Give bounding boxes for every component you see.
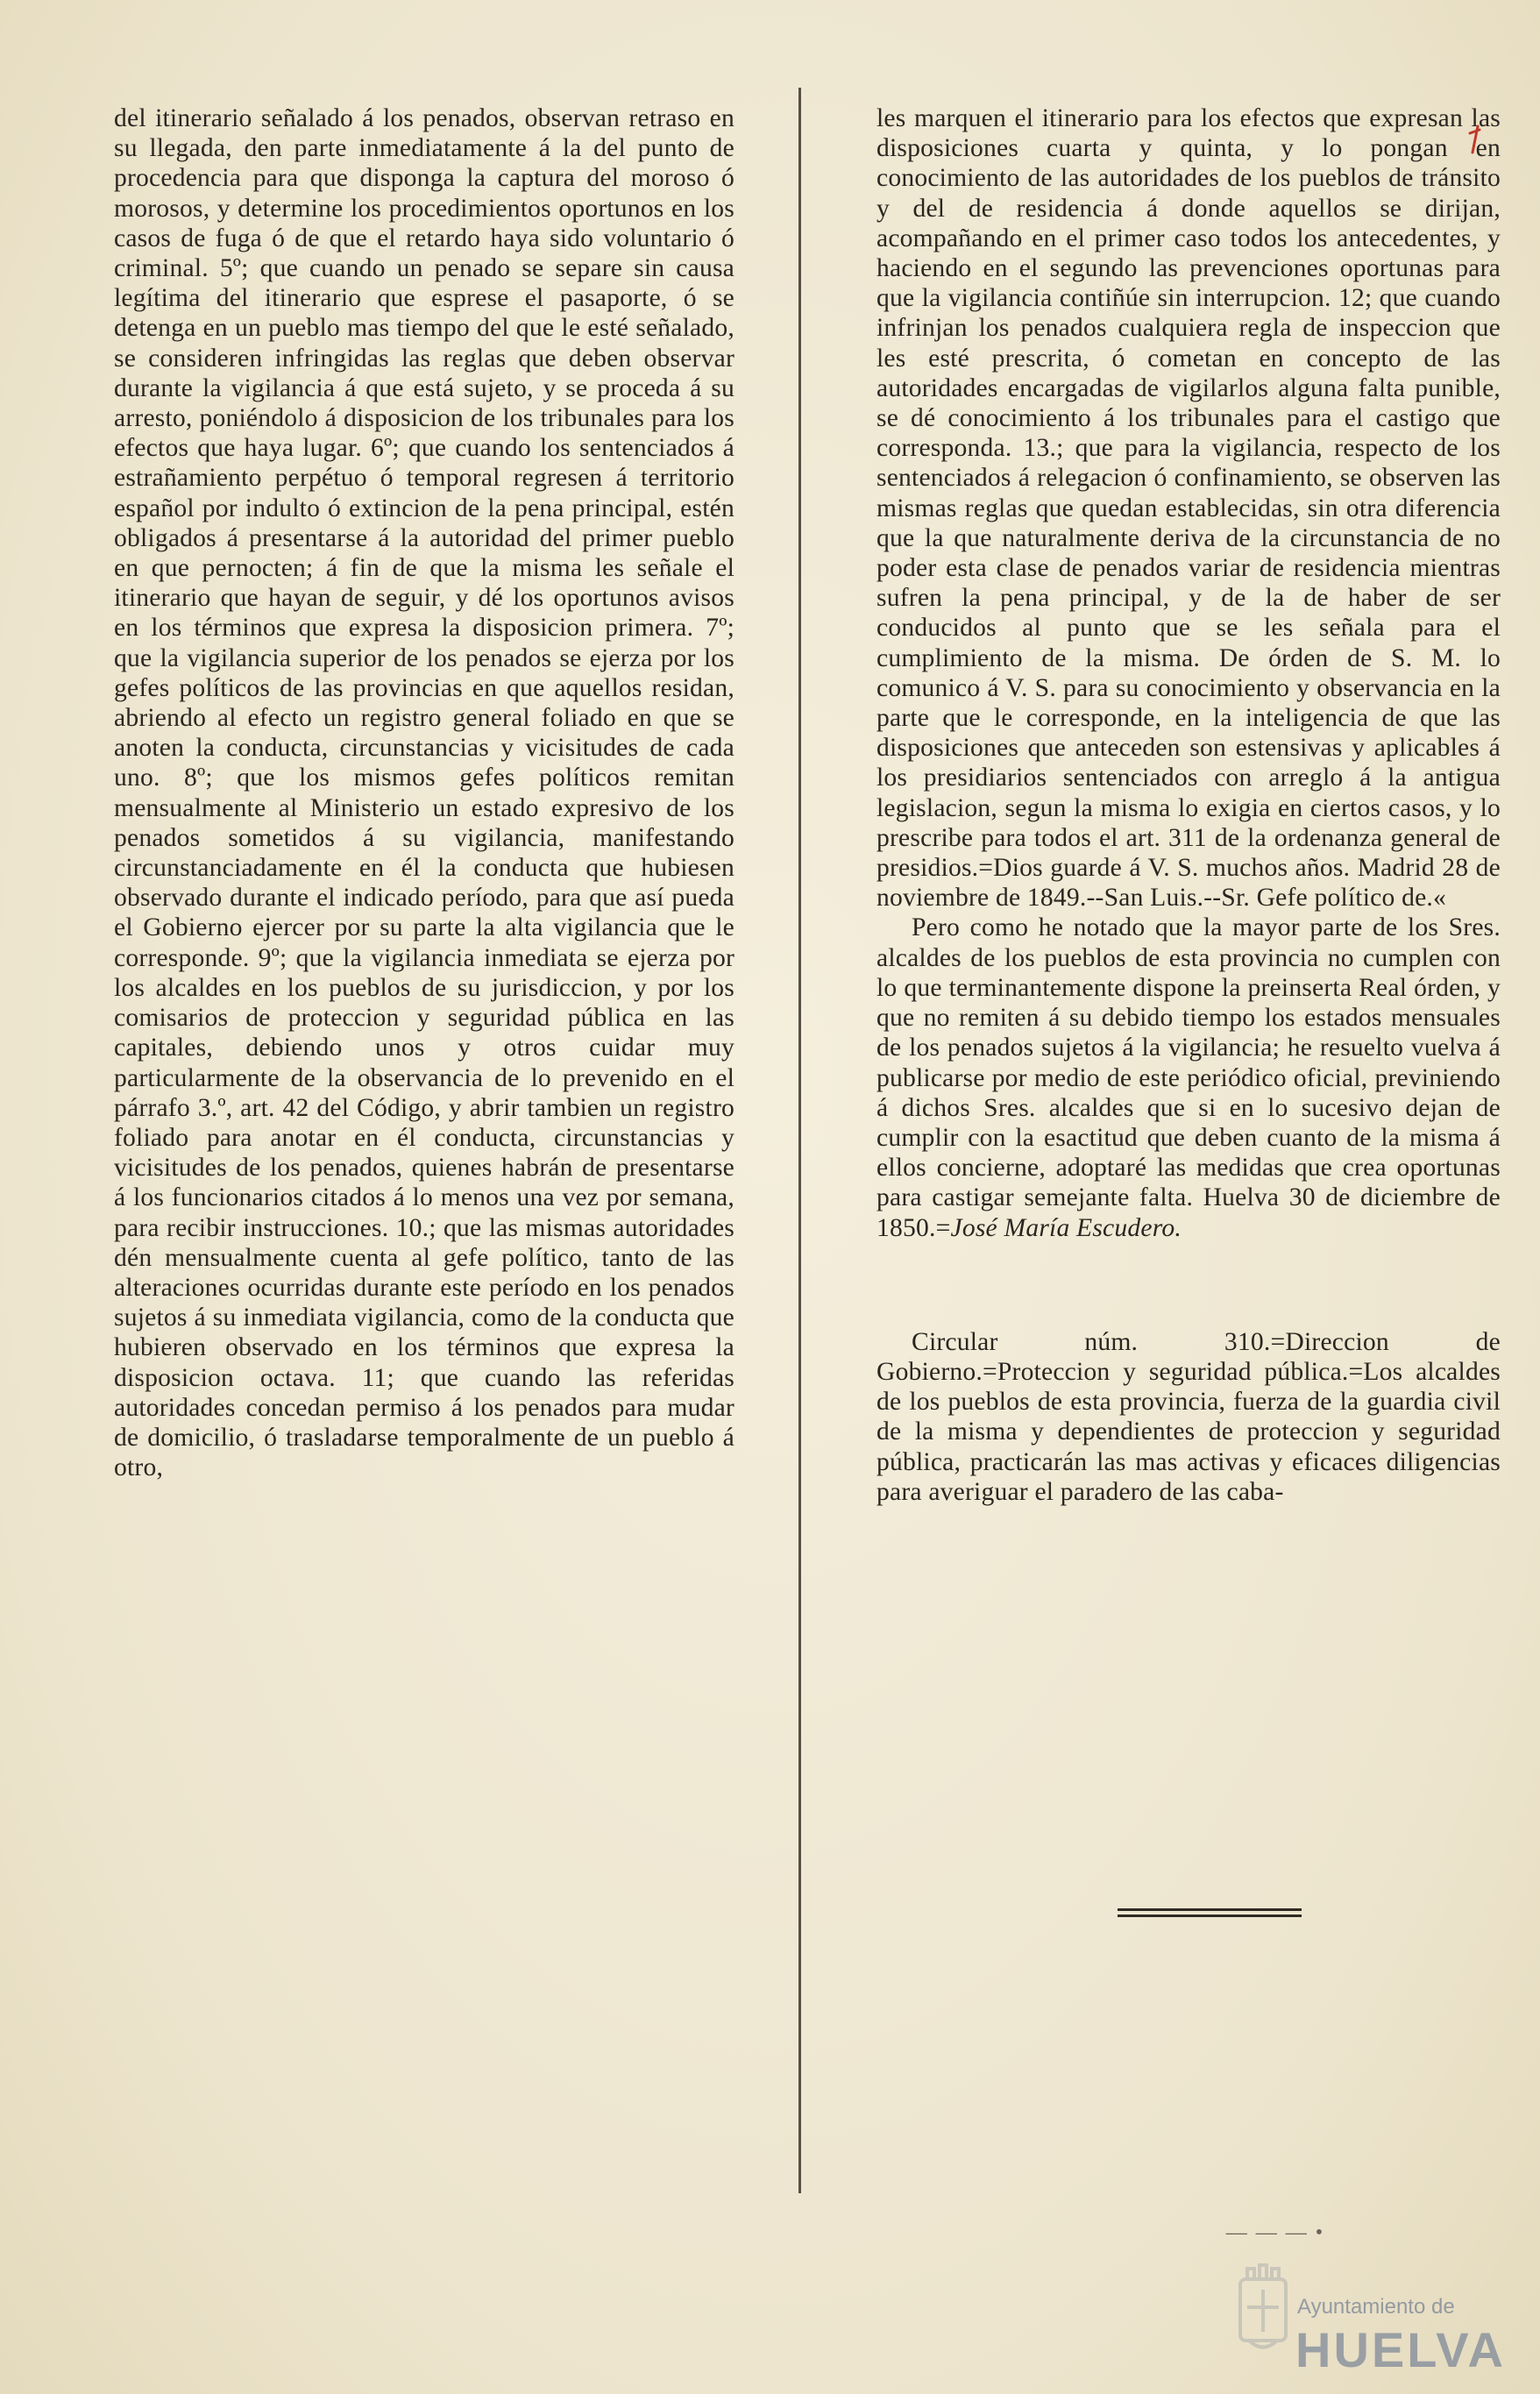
section-spacer — [876, 1243, 1501, 1327]
governor-notice-paragraph — [876, 913, 1501, 1242]
left-column — [114, 103, 735, 1482]
right-column-text-continuation: les marquen el itinerario para los efectos que expresan las disposiciones cuarta y quinta, y lo pongan en conocimiento de las autoridades de los pueblos de tránsito y del de residencia á donde aquellos se dirijan, acompañando en el primer caso todos los antecedentes, y haciendo en el segundo las prevenciones oportunas para que la vigilancia contiñúe sin interrupcion. 12; que cuando infrinjan los penados cualquiera regla de inspeccion que les esté prescrita, ó cometan en concepto de las autoridades encargadas de vigilarlos alguna falta punible, se dé conocimiento á los tribunales para el castigo que corresponda. 13.; que para la vigilancia, respecto de los sentenciados á relegacion ó confinamiento, se observen las mismas reglas que quedan establecidas, sin otra diferencia que la que naturalmente deriva de la circunstancia de no poder esta clase de penados variar de residencia mientras sufren la pena principal, y de la de haber de ser conducidos al punto que se les señala para el cumplimiento de la misma. De órden de S. M. lo comunico á V. S. para su conocimiento y observancia en la parte que le corresponde, en la inteligencia de que las disposiciones que anteceden son estensivas y aplicables á los presidiarios sentenciados con arreglo á la antigua legislacion, segun la misma lo exigia en ciertos casos, y lo prescribe para todos el art. 311 de la ordenanza general de presidios.=Dios guarde á V. S. muchos años. Madrid 28 de noviembre de 1849.--San Luis.--Sr. Gefe político de.« — [876, 104, 1501, 913]
watermark-large-text: HUELVA — [1295, 2322, 1506, 2377]
left-column-text: del itinerario señalado á los penados, observan retraso en su llegada, den parte inmediatamente á la del punto de procedencia para que disponga la captura del moroso ó morosos, y determine los procedimientos oportunos en los casos de fuga ó de que el retardo haya sido voluntario ó criminal. 5º; que cuando un penado se separe sin causa legítima del itinerario que esprese el pasaporte, ó se detenga en un pueblo mas tiempo del que le esté señalado, se consideren infringidas las reglas que deben observar durante la vigilancia á que está sujeto, y se proceda á su arresto, poniéndolo á disposicion de los tribunales para los efectos que haya lugar. 6º; que cuando los sentenciados á estrañamiento perpétuo ó temporal regresen á territorio español por indulto ó extincion de la pena principal, estén obligados á presentarse á la autoridad del primer pueblo en que pernocten; á fin de que la misma les señale el itinerario que hayan de seguir, y dé los oportunos avisos en los términos que expresa la disposicion primera. 7º; que la vigilancia superior de los penados se ejerza por los gefes políticos de las provincias en que aquellos residan, abriendo al efecto un registro general foliado en que se anoten la conducta, circunstancias y vicisitudes de cada uno. 8º; que los mismos gefes políticos remitan mensualmente al Ministerio un estado expresivo de los penados sometidos á su vigilancia, manifestando circunstanciadamente en él la conducta que hubiesen observado durante el indicado período, para que así pueda el Gobierno ejercer por su parte la alta vigilancia que le corresponde. 9º; que la vigilancia inmediata se ejerza por los alcaldes en los pueblos de su jurisdiccion, y por los comisarios de proteccion y seguridad pública en las capitales, debiendo unos y otros cuidar muy particularmente de la observancia de lo prevenido en el párrafo 3.º, art. 42 del Código, y abrir tambien un registro foliado para anotar en él conducta, circunstancias y vicisitudes de los penados, quienes habrán de presentarse á los funcionarios citados á lo menos una vez por semana, para recibir instrucciones. 10.; que las mismas autoridades dén mensualmente cuenta al gefe político, tanto de las alteraciones ocurridas durante este período en los penados sujetos á su inmediata vigilancia, como de la conducta que hubieren observado en los términos que expresa la disposicion octava. 11; que cuando las referidas autoridades concedan permiso á los penados para mudar de domicilio, ó trasladarse temporalmente de un pueblo á otro, — [114, 104, 735, 1482]
signature-text: José María Escudero. — [950, 1213, 1182, 1242]
section-separator-rule — [1118, 1908, 1302, 1911]
governor-notice-text: Pero como he notado que la mayor parte de los Sres. alcaldes de los pueblos de esta provincia no cumplen con lo que terminantemente dispone la preinserta Real órden, y que no remiten á su debido tiempo los estados mensuales de los penados sujetos á la vigilancia; he resuelto vuelva á publicarse por medio de este periódico oficial, previniendo á dichos Sres. alcaldes que si en lo sucesivo dejan de cumplir con la esactitud que deben cuanto de la misma á ellos concierne, adoptaré las medidas que crea oportunas para castigar semejante falta. Huelva 30 de diciembre de 1850.= — [876, 913, 1501, 1242]
column-divider — [798, 88, 801, 2193]
circular-310-paragraph: Circular núm. 310.=Direccion de Gobierno.=Proteccion y seguridad pública.=Los alcaldes de los pueblos de esta provincia, fuerza de la guardia civil de la misma y dependientes de proteccion y seguridad pública, practicarán las mas activas y eficaces diligencias para averiguar el paradero de las caba- — [876, 1327, 1501, 1506]
footer-ornament: — — — • — [1225, 2221, 1325, 2244]
right-column — [876, 103, 1501, 1507]
watermark-small-text: Ayuntamiento de — [1297, 2295, 1455, 2319]
red-marginal-mark — [1462, 123, 1488, 158]
section-separator-rule-lower — [1118, 1914, 1302, 1917]
